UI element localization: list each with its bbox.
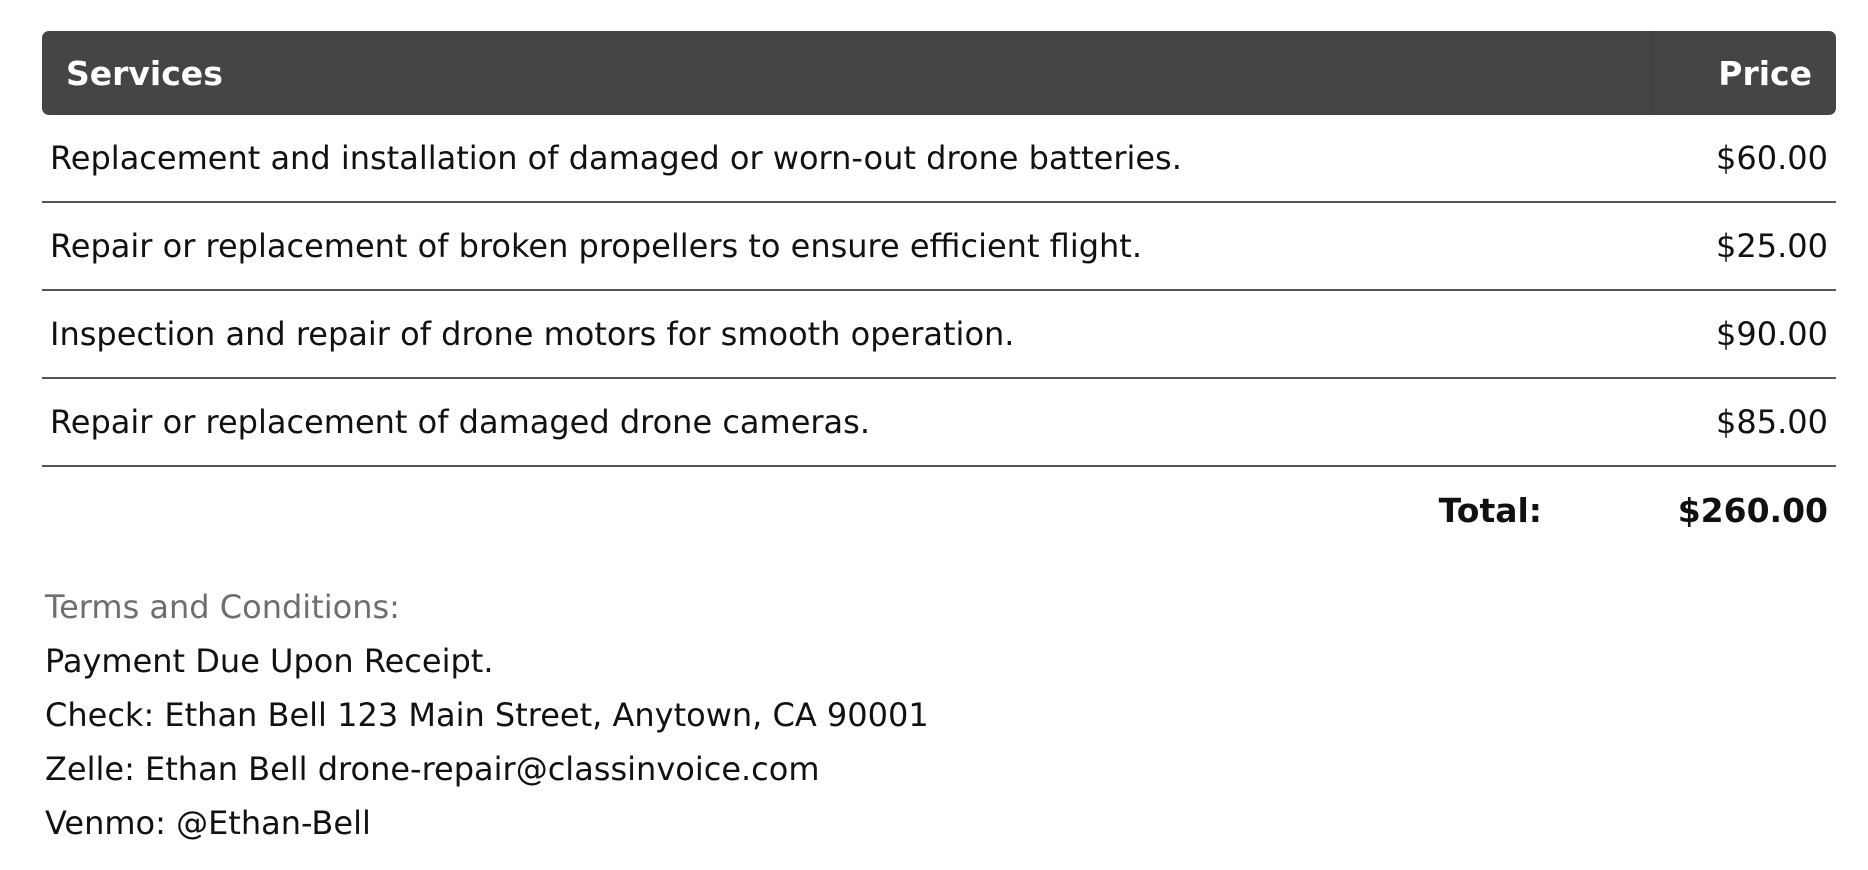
service-price: $90.00 xyxy=(1652,290,1836,378)
table-row xyxy=(42,378,1836,466)
service-description: Repair or replacement of damaged drone cameras. xyxy=(42,378,1652,466)
terms-line-payment: Payment Due Upon Receipt. xyxy=(45,642,494,680)
service-description: Repair or replacement of broken propellers to ensure efficient flight. xyxy=(42,202,1652,290)
services-table xyxy=(42,31,1836,553)
price-column-header: Price xyxy=(1652,31,1836,115)
service-description: Replacement and installation of damaged or worn-out drone batteries. xyxy=(42,115,1652,202)
terms-section xyxy=(45,580,1445,850)
total-value: $260.00 xyxy=(1677,490,1828,530)
table-row xyxy=(42,115,1836,202)
terms-line-check: Check: Ethan Bell 123 Main Street, Anytown, CA 90001 xyxy=(45,696,929,734)
service-price: $85.00 xyxy=(1652,378,1836,466)
table-row xyxy=(42,290,1836,378)
terms-heading: Terms and Conditions: xyxy=(45,588,400,626)
service-description: Inspection and repair of drone motors for smooth operation. xyxy=(42,290,1652,378)
services-column-header: Services xyxy=(42,31,1652,115)
table-header-row xyxy=(42,31,1836,115)
total-label: Total: xyxy=(1438,490,1542,530)
service-price: $60.00 xyxy=(1652,115,1836,202)
terms-line-venmo: Venmo: @Ethan-Bell xyxy=(45,804,371,842)
table-row xyxy=(42,202,1836,290)
terms-line-zelle: Zelle: Ethan Bell drone-repair@classinvoice.com xyxy=(45,750,820,788)
total-row xyxy=(42,466,1836,553)
service-price: $25.00 xyxy=(1652,202,1836,290)
